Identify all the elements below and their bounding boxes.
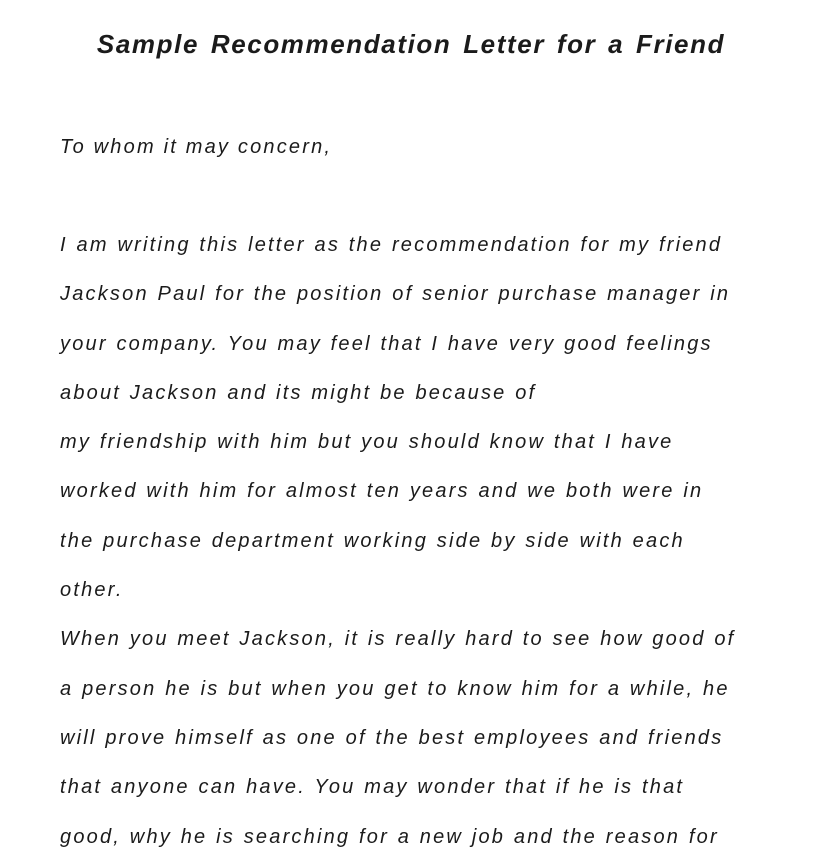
body-line: your company. You may feel that I have very good feelings [60, 332, 713, 355]
body-line: I am writing this letter as the recommendation for my friend [60, 234, 723, 256]
body-line: about Jackson and its might be because of [60, 381, 537, 404]
body-line: my friendship with him but you should know that I have [60, 431, 674, 454]
body-line: the purchase department working side by side with each [60, 529, 685, 552]
body-line: worked with him for almost ten years and we both were in [60, 480, 704, 503]
letter-salutation: To whom it may concern, [60, 136, 333, 158]
letter-title: Sample Recommendation Letter for a Friend [96, 29, 726, 59]
body-line: other. [60, 579, 124, 602]
body-line: Jackson Paul for the position of senior purchase manager in [60, 283, 731, 306]
body-line: When you meet Jackson, it is really hard to see how good of [60, 628, 736, 651]
letter-body [60, 230, 735, 867]
body-line: will prove himself as one of the best employees and friends [60, 726, 724, 749]
body-line: a person he is but when you get to know him for a while, he [60, 677, 730, 700]
body-line: that anyone can have. You may wonder that if he is that [60, 776, 685, 799]
body-line: good, why he is searching for a new job and the reason for [60, 825, 719, 848]
